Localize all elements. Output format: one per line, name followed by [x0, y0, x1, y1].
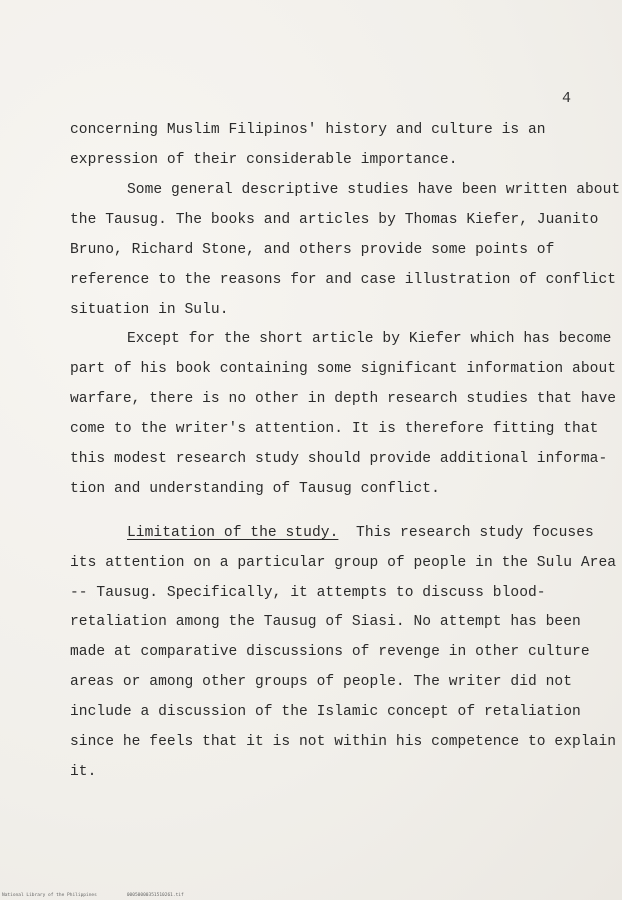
text-line: Except for the short article by Kiefer which has become [127, 331, 612, 347]
text-line: made at comparative discussions of revenge in other culture [70, 644, 590, 660]
footer-filename: 00050000351510261.tif [126, 893, 184, 898]
text-line: retaliation among the Tausug of Siasi. No attempt has been [70, 614, 581, 630]
section-heading: Limitation of the study. [127, 525, 339, 541]
section-first-line [127, 525, 594, 541]
text-line: concerning Muslim Filipinos' history and culture is an [70, 122, 546, 138]
text-line: the Tausug. The books and articles by Thomas Kiefer, Juanito [70, 212, 599, 228]
text-line: its attention on a particular group of people in the Sulu Area [70, 555, 617, 571]
text-line: this modest research study should provide additional informa- [70, 451, 608, 467]
text-line: areas or among other groups of people. The writer did not [70, 674, 573, 690]
scan-footer [2, 893, 214, 898]
text-line: warfare, there is no other in depth research studies that have [70, 391, 617, 407]
footer-source: National Library of the Philippines [2, 893, 97, 898]
text-line: come to the writer's attention. It is therefore fitting that [70, 421, 599, 437]
text-line: include a discussion of the Islamic concept of retaliation [70, 704, 581, 720]
text-line: Some general descriptive studies have been written about [127, 182, 621, 198]
text-line: Bruno, Richard Stone, and others provide some points of [70, 242, 555, 258]
text-line: situation in Sulu. [70, 302, 229, 318]
text-line: reference to the reasons for and case illustration of conflict [70, 272, 617, 288]
text-line: -- Tausug. Specifically, it attempts to discuss blood- [70, 585, 546, 601]
text-line: expression of their considerable importance. [70, 152, 458, 168]
text-line: part of his book containing some significant information about [70, 361, 617, 377]
page-number: 4 [562, 90, 572, 107]
text-line: tion and understanding of Tausug conflict. [70, 481, 440, 497]
text-line: since he feels that it is not within his competence to explain [70, 734, 617, 750]
text-fragment: This research study focuses [338, 525, 594, 541]
text-line: it. [70, 764, 97, 780]
